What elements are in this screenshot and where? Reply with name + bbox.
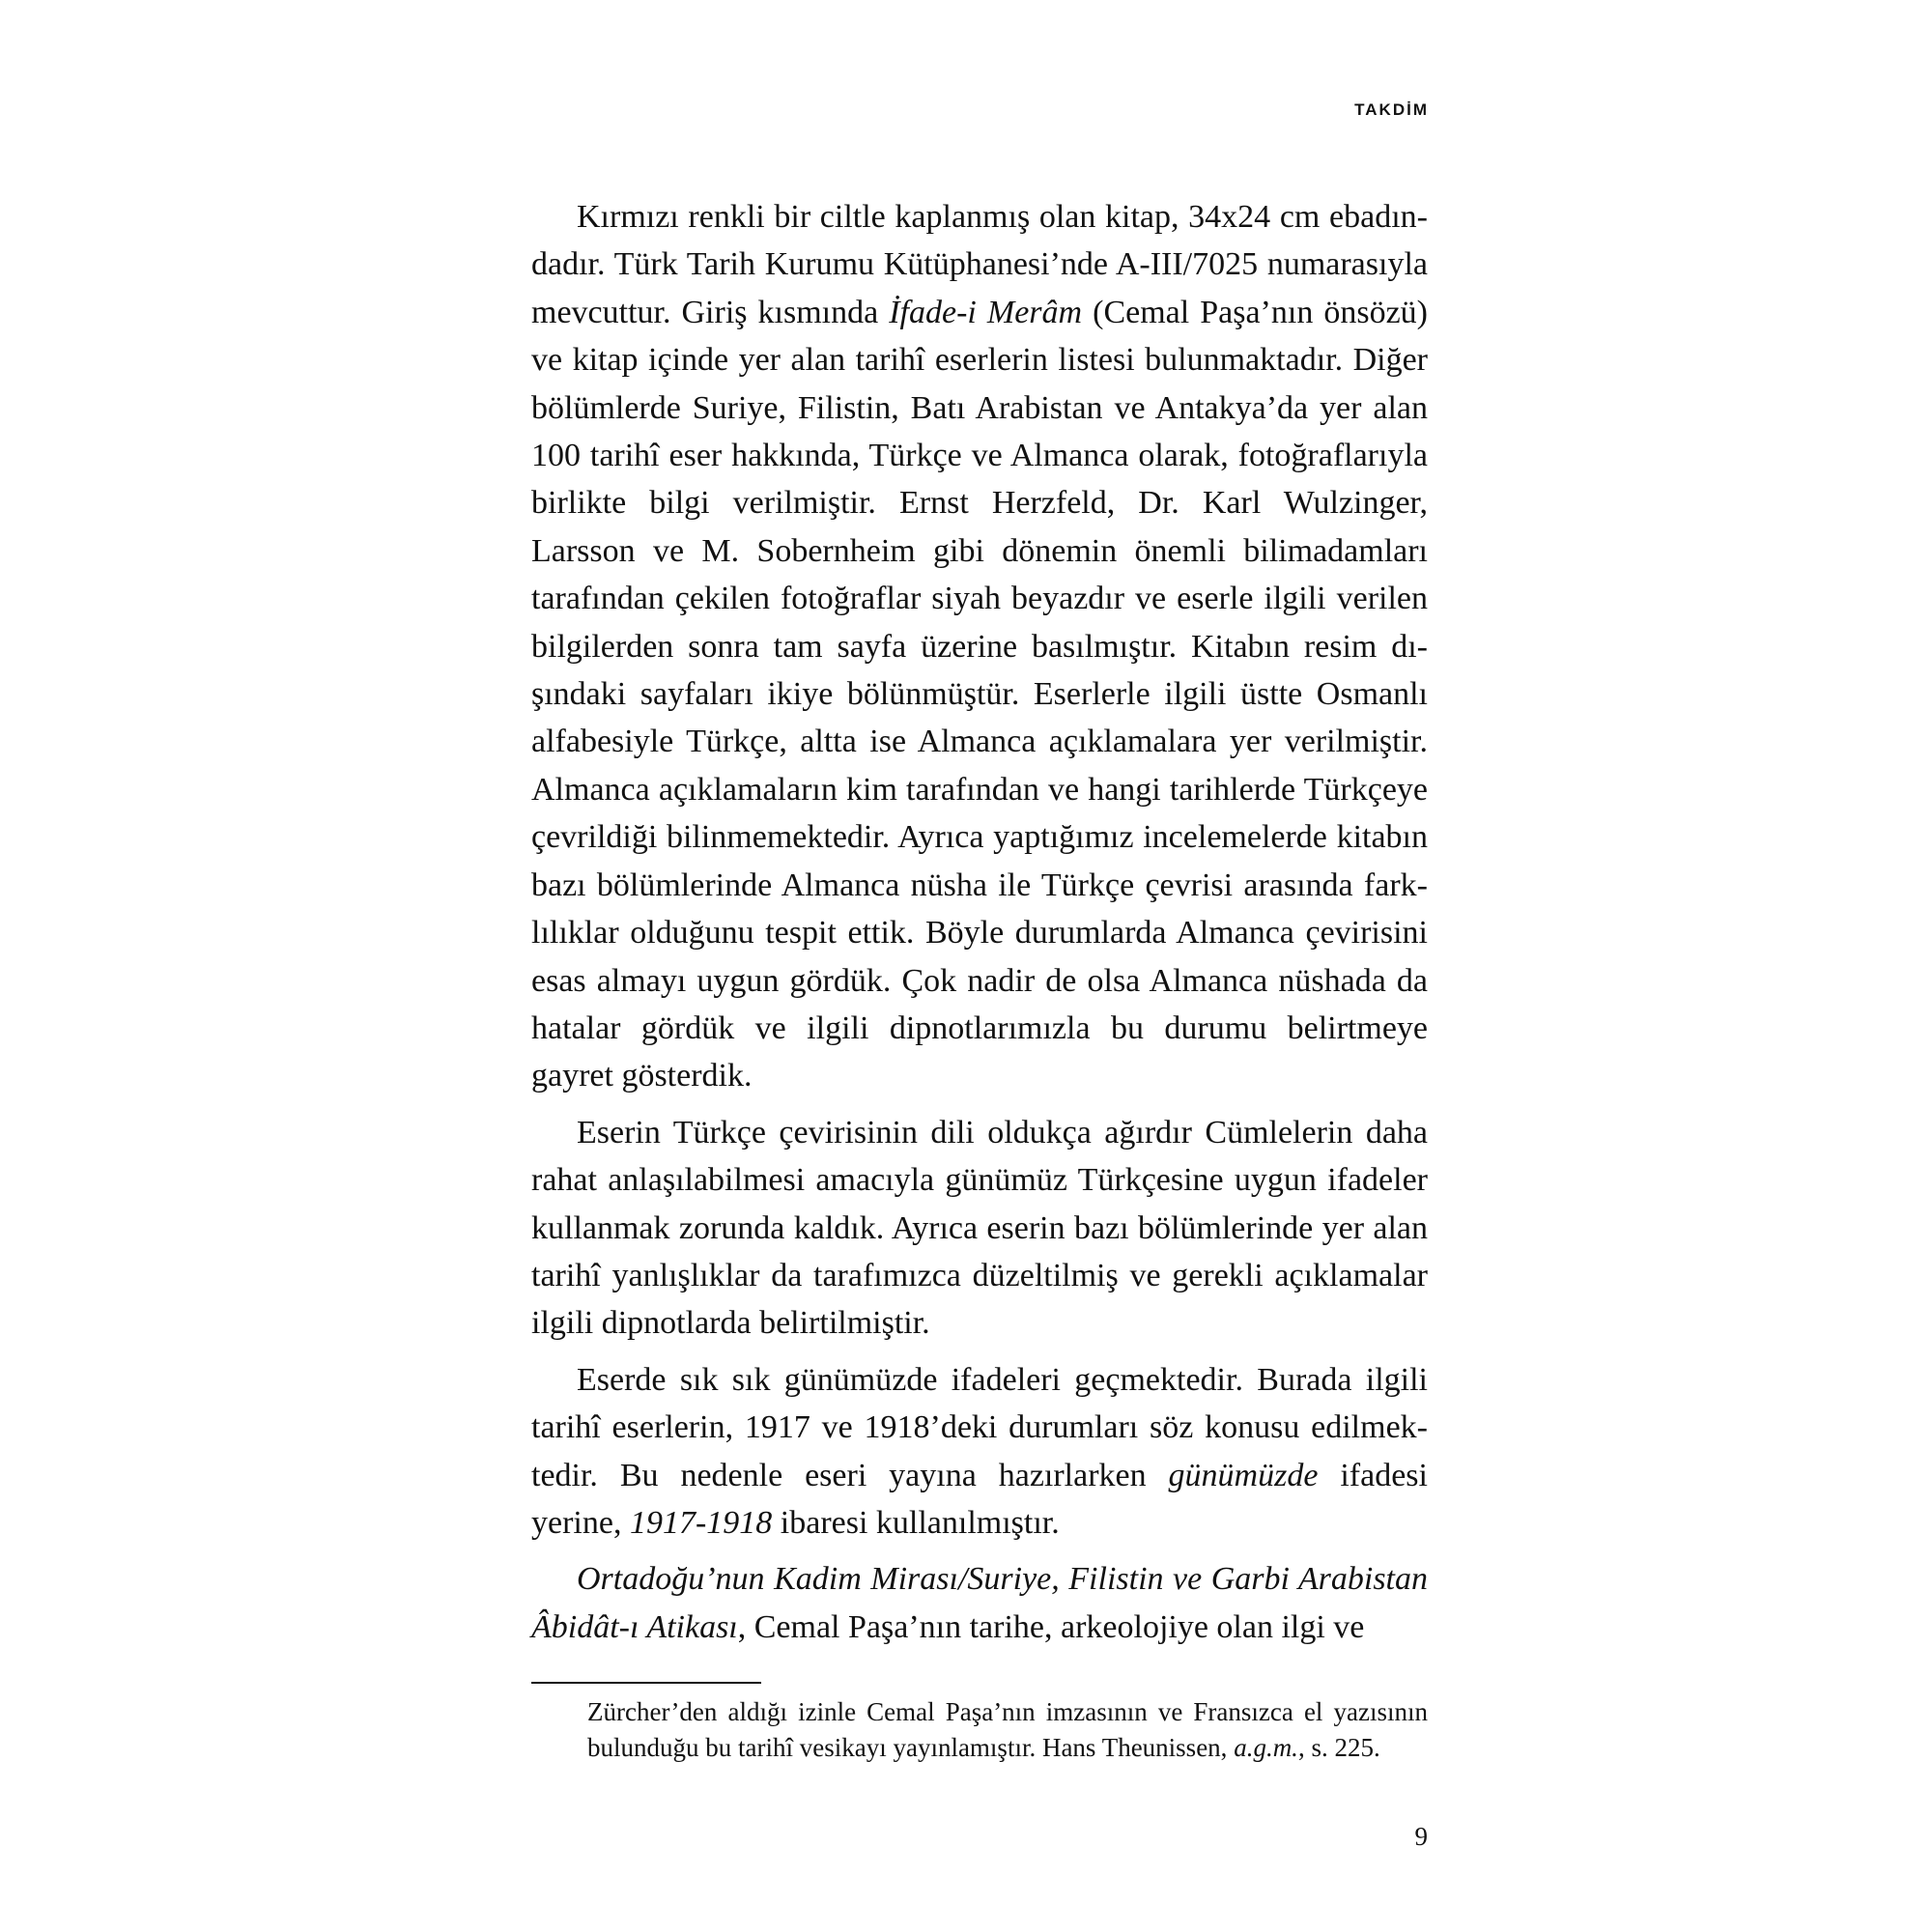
italic-term-run: 1917-1918 xyxy=(629,1504,773,1541)
italic-term-run: günümüzde xyxy=(1168,1457,1319,1493)
footnote-text-run: , s. 225. xyxy=(1297,1733,1380,1762)
footnote-text-run: Zürcher’den aldığı izinle Cemal Paşa’nın imzasının ve Fransızca el yazısının bulunduğu bu tarihî vesikayı yayınlamıştır. Hans Theunissen, xyxy=(587,1697,1428,1762)
running-header: TAKDİM xyxy=(1354,100,1429,119)
text-run: ifadesi yerine, xyxy=(531,1457,1428,1541)
footnote-italic-run: a.g.m. xyxy=(1234,1733,1298,1762)
paragraph-1 xyxy=(531,193,1428,1100)
footnote-separator xyxy=(531,1682,761,1684)
footnote xyxy=(531,1694,1428,1766)
text-run: (Cemal Paşa’nın önsözü) ve kitap içinde yer alan tarihî eserlerin listesi bulunmaktadır. Diğer bölümlerde Suriye, Filistin, Batı Arabistan ve Antakya’da yer alan 100 tarihî eser hakkında, Türkçe ve Almanca olarak, fotoğraflarıyla birlikte bilgi verilmiştir. Ernst Herzfeld, Dr. Karl Wulzinger, Larsson ve M. Sobernheim gibi dönemin önemli bilimadamları tarafından çekilen fotoğraflar siyah beyazdır ve eserle ilgili verilen bilgilerden sonra tam sayfa üzerine basılmıştır. Kitabın resim dışındaki sayfaları ikiye bölünmüştür. Eserlerle ilgili üstte Osmanlı alfabesiyle Türkçe, altta ise Almanca açıklamalara yer verilmiştir. Almanca açıklamaların kim tarafından ve hangi tarihlerde Türkçeye çevrildiği bilinmemektedir. Ayrıca yaptığımız incelemelerde kitabın bazı bölümlerinde Almanca nüsha ile Türkçe çevrisi arasında farklılıklar olduğunu tespit ettik. Böyle durumlarda Almanca çevirisini esas almayı uygun gördük. Çok nadir de olsa Almanca nüshada da hatalar gördük ve ilgili dipnotlarımızla bu durumu belirtmeye gayret gösterdik. xyxy=(531,294,1428,1094)
paragraph-4 xyxy=(531,1555,1428,1651)
italic-book-title-run: Ortadoğu’nun Kadim Mirası/Suriye, Filistin ve Garbi Arabistan Âbidât-ı Atikası xyxy=(531,1561,1428,1645)
page-number: 9 xyxy=(1414,1822,1428,1851)
text-run: , Cemal Paşa’nın tarihe, arkeolojiye olan ilgi ve xyxy=(737,1608,1365,1645)
text-run: ibaresi kullanılmıştır. xyxy=(772,1504,1060,1541)
text-run: Eserin Türkçe çevirisinin dili oldukça ağırdır Cümlelerin daha rahat anlaşılabilmesi amacıyla günümüz Türkçesine uygun ifadeler kullanmak zorunda kaldık. Ayrıca eserin bazı bölümlerinde yer alan tarihî yanlışlıklar da tarafımızca düzeltilmiş ve gerekli açıklamalar ilgili dipnotlarda belirtilmiştir. xyxy=(531,1114,1428,1342)
text-run: Kırmızı renkli bir ciltle kaplanmış olan kitap, 34x24 cm ebadındadır. Türk Tarih Kurumu Kütüphanesi’nde A-III/7025 numarasıyla mevcuttur. Giriş kısmında xyxy=(531,199,1428,330)
paragraph-3 xyxy=(531,1356,1428,1548)
body-text xyxy=(531,193,1428,1660)
text-run: Eserde sık sık günümüzde ifadeleri geçmektedir. Burada ilgili tarihî eserlerin, 1917 ve 1918’deki durumları söz konusu edilmektedir. Bu nedenle eseri yayına hazırlarken xyxy=(531,1361,1428,1493)
paragraph-2 xyxy=(531,1109,1428,1348)
italic-title-run: İfade-i Merâm xyxy=(889,294,1083,330)
